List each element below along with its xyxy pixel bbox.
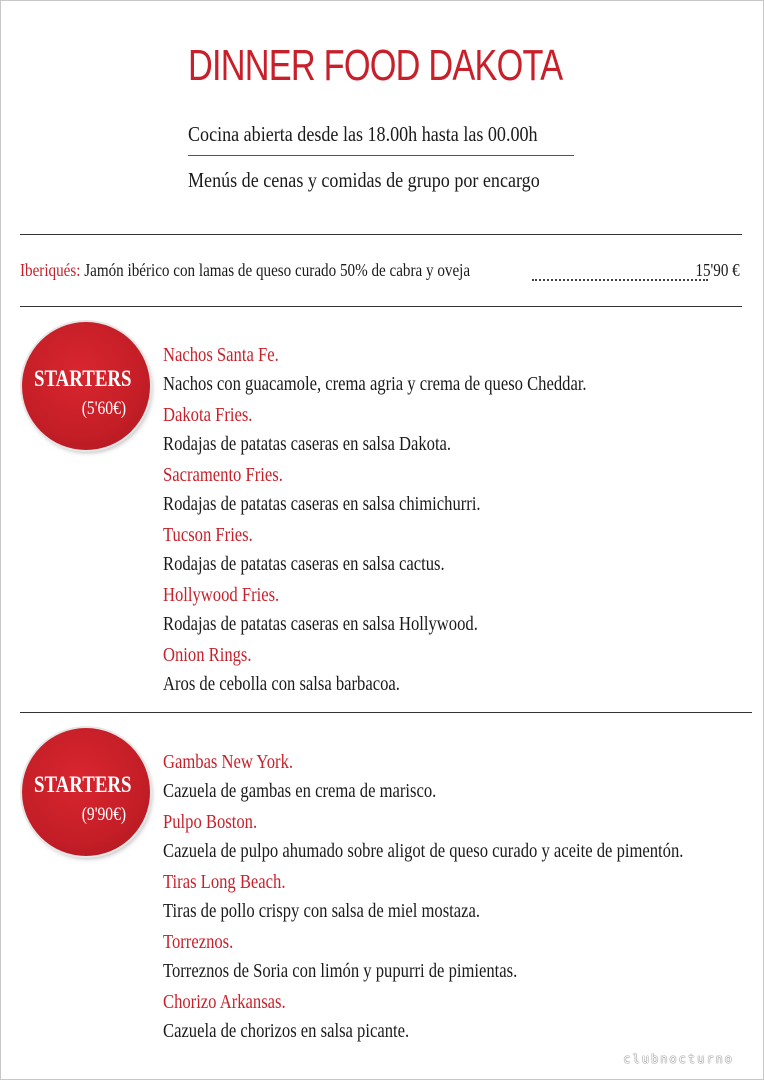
item-name: Dakota Fries.: [163, 404, 253, 426]
item-name: Tiras Long Beach.: [163, 871, 286, 893]
item-name: Hollywood Fries.: [163, 584, 280, 606]
watermark: clubnocturno: [623, 1052, 734, 1066]
menu-item: [163, 404, 743, 464]
item-description: Torreznos de Soria con limón y pupurri de pimientas.: [163, 960, 518, 982]
menu-item: [163, 464, 743, 524]
starters-list: [163, 344, 743, 704]
item-name: Tucson Fries.: [163, 524, 253, 546]
item-description: Tiras de pollo crispy con salsa de miel mostaza.: [163, 900, 481, 922]
item-description: Rodajas de patatas caseras en salsa Hollywood.: [163, 613, 478, 635]
item-description: Aros de cebolla con salsa barbacoa.: [163, 673, 400, 695]
item-description: Cazuela de pulpo ahumado sobre aligot de queso curado y aceite de pimentón.: [163, 840, 684, 862]
item-description: Rodajas de patatas caseras en salsa Dakota.: [163, 433, 452, 455]
item-description: Cazuela de gambas en crema de marisco.: [163, 780, 437, 802]
item-description: Rodajas de patatas caseras en salsa cactus.: [163, 553, 445, 575]
item-description: Cazuela de chorizos en salsa picante.: [163, 1020, 410, 1042]
opening-hours: Cocina abierta desde las 18.00h hasta las 00.00h: [188, 122, 538, 146]
starters-premium-list: [163, 751, 743, 1051]
menu-item: [163, 751, 743, 811]
menu-item: [163, 991, 743, 1051]
menu-title: DINNER FOOD DAKOTA: [188, 41, 563, 90]
divider-middle: [20, 306, 742, 307]
group-menus-note: Menús de cenas y comidas de grupo por encargo: [188, 168, 540, 192]
menu-item: [163, 871, 743, 931]
iberiques-name: Iberiqués:: [20, 260, 81, 280]
menu-item: [163, 524, 743, 584]
item-name: Pulpo Boston.: [163, 811, 258, 833]
iberiques-price: 15'90 €: [695, 260, 740, 280]
divider-top: [20, 234, 742, 235]
menu-item: [163, 644, 743, 704]
item-name: Gambas New York.: [163, 751, 294, 773]
badge-title: STARTERS: [34, 366, 132, 391]
menu-item: [163, 811, 743, 871]
starters-badge: [22, 322, 150, 450]
leader-dots: [532, 279, 708, 281]
divider-section: [20, 712, 752, 713]
item-name: Nachos Santa Fe.: [163, 344, 279, 366]
badge-price: (5'60€): [81, 398, 126, 419]
menu-item: [163, 344, 743, 404]
menu-item: [163, 931, 743, 991]
iberiques-description: Jamón ibérico con lamas de queso curado 50% de cabra y oveja: [84, 260, 471, 280]
item-description: Nachos con guacamole, crema agria y crema de queso Cheddar.: [163, 373, 587, 395]
starters-badge-premium: [22, 728, 150, 856]
menu-item: [163, 584, 743, 644]
item-name: Onion Rings.: [163, 644, 252, 666]
header-divider: [188, 155, 574, 156]
item-name: Sacramento Fries.: [163, 464, 283, 486]
iberiques-line: [20, 260, 742, 286]
item-description: Rodajas de patatas caseras en salsa chimichurri.: [163, 493, 481, 515]
item-name: Torreznos.: [163, 931, 234, 953]
item-name: Chorizo Arkansas.: [163, 991, 286, 1013]
badge-price: (9'90€): [81, 804, 126, 825]
badge-title: STARTERS: [34, 772, 132, 797]
